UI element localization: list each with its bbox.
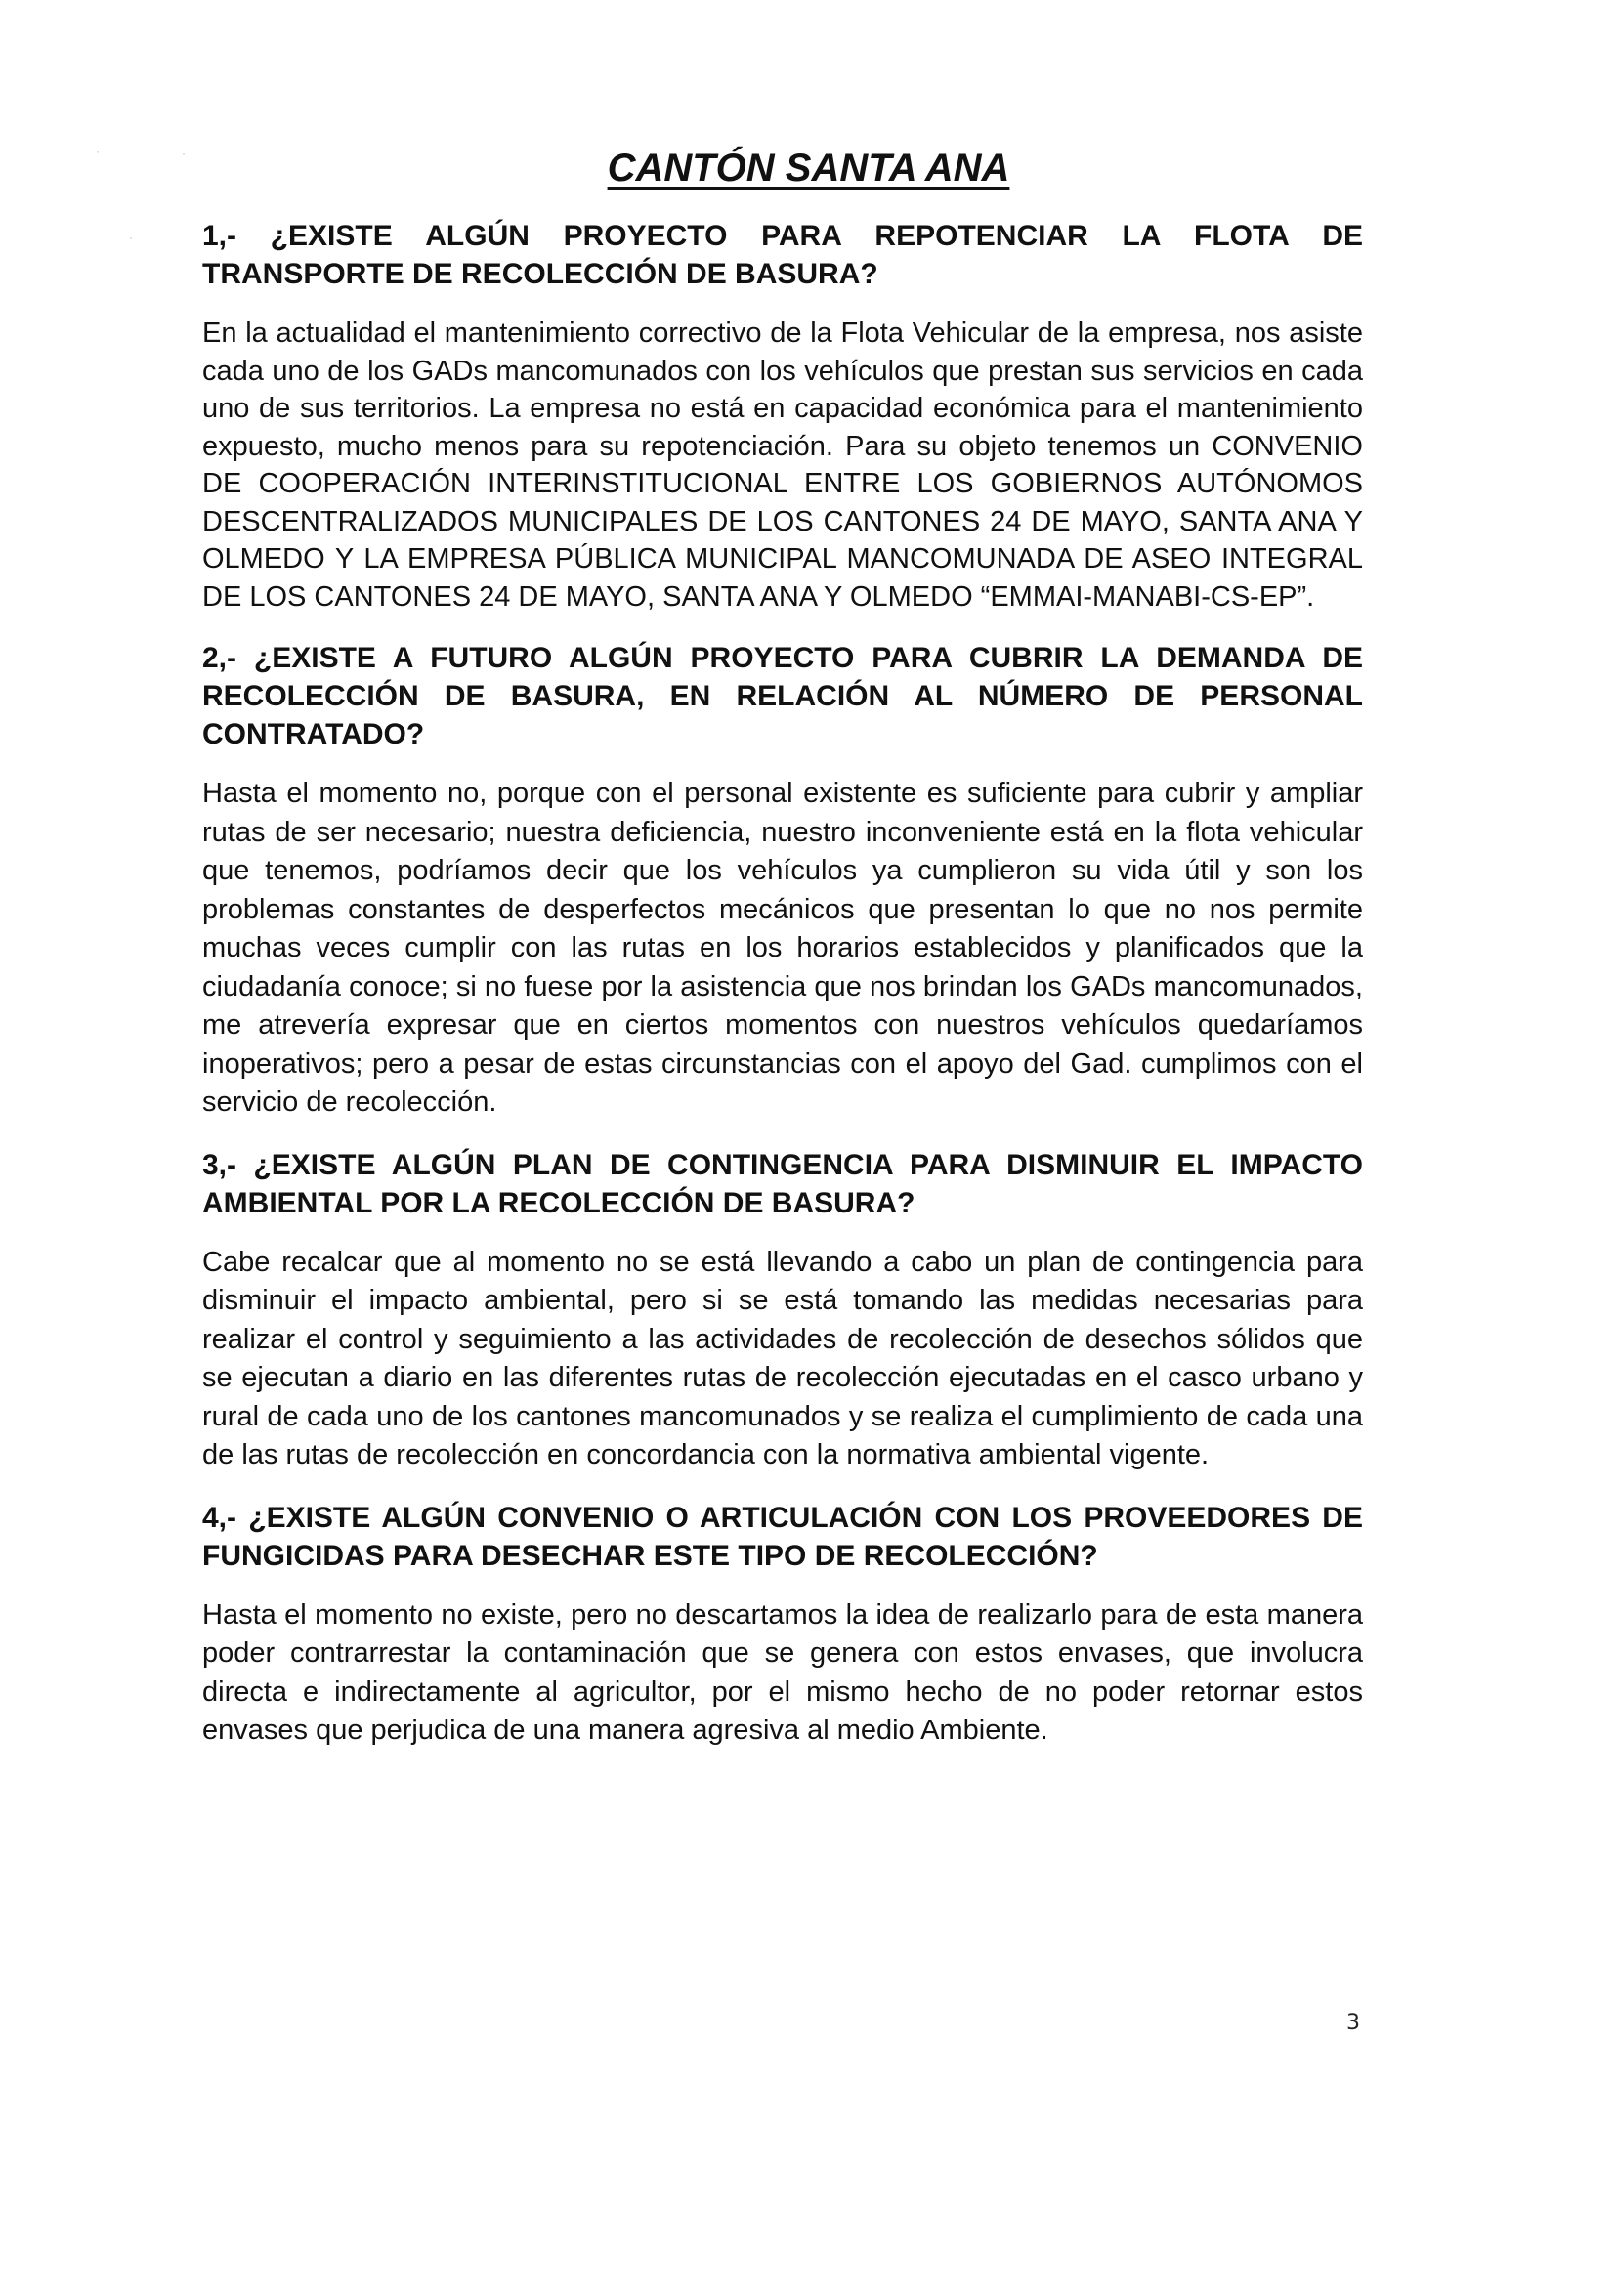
scan-artifact: · bbox=[129, 231, 133, 244]
scan-artifact: · bbox=[182, 147, 186, 160]
answer-2: Hasta el momento no, porque con el personal existente es suficiente para cubrir y ampliar rutas de ser necesario; nuestra deficiencia, nuestro inconveniente está en la flota vehicular que tenemos, podríamos decir que los vehículos ya cumplieron su vida útil y son los problemas constantes de desperfectos mecánicos que presentan lo que no nos permite muchas veces cumplir con las rutas en los horarios establecidos y planificados que la ciudadanía conoce; si no fuese por la asistencia que nos brindan los GADs mancomunados, me atrevería expresar que en ciertos momentos con nuestros vehículos quedaríamos inoperativos; pero a pesar de estas circunstancias con el apoyo del Gad. cumplimos con el servicio de recolección. bbox=[202, 778, 1363, 1118]
question-1: 1,- ¿EXISTE ALGÚN PROYECTO PARA REPOTENCIAR LA FLOTA DE TRANSPORTE DE RECOLECCIÓN DE BASURA? bbox=[202, 220, 1363, 290]
answer-3: Cabe recalcar que al momento no se está llevando a cabo un plan de contingencia para disminuir el impacto ambiental, pero si se está tomando las medidas necesarias para realizar el control y seguimiento a las actividades de recolección de desechos sólidos que se ejecutan a diario en las diferentes rutas de recolección ejecutadas en el casco urbano y rural de cada uno de los cantones mancomunados y se realiza el cumplimiento de cada una de las rutas de recolección en concordancia con la normativa ambiental vigente. bbox=[202, 1246, 1363, 1470]
scan-artifact: · bbox=[96, 145, 100, 158]
page-number: 3 bbox=[1346, 2011, 1360, 2035]
answer-1: En la actualidad el mantenimiento correctivo de la Flota Vehicular de la empresa, nos asiste cada uno de los GADs mancomunados con los vehículos que prestan sus servicios en cada uno de sus territorios. La empresa no está en capacidad económica para el mantenimiento expuesto, mucho menos para su repotenciación. Para su objeto tenemos un CONVENIO DE COOPERACIÓN INTERINSTITUCIONAL ENTRE LOS GOBIERNOS AUTÓNOMOS DESCENTRALIZADOS MUNICIPALES DE LOS CANTONES 24 DE MAYO, SANTA ANA Y OLMEDO Y LA EMPRESA PÚBLICA MUNICIPAL MANCOMUNADA DE ASEO INTEGRAL DE LOS CANTONES 24 DE MAYO, SANTA ANA Y OLMEDO “EMMAI-MANABI-CS-EP”. bbox=[202, 318, 1363, 613]
question-3: 3,- ¿EXISTE ALGÚN PLAN DE CONTINGENCIA PARA DISMINUIR EL IMPACTO AMBIENTAL POR LA RECOLECCIÓN DE BASURA? bbox=[202, 1148, 1363, 1219]
page-title: CANTÓN SANTA ANA bbox=[607, 147, 1010, 190]
question-4: 4,- ¿EXISTE ALGÚN CONVENIO O ARTICULACIÓN CON LOS PROVEEDORES DE FUNGICIDAS PARA DESECHAR ESTE TIPO DE RECOLECCIÓN? bbox=[202, 1501, 1363, 1572]
answer-4: Hasta el momento no existe, pero no descartamos la idea de realizarlo para de esta manera poder contrarrestar la contaminación que se genera con estos envases, que involucra directa e indirectamente al agricultor, por el mismo hecho de no poder retornar estos envases que perjudica de una manera agresiva al medio Ambiente. bbox=[202, 1598, 1363, 1746]
question-2: 2,- ¿EXISTE A FUTURO ALGÚN PROYECTO PARA CUBRIR LA DEMANDA DE RECOLECCIÓN DE BASURA, EN RELACIÓN AL NÚMERO DE PERSONAL CONTRATADO? bbox=[202, 642, 1363, 750]
document-body bbox=[202, 217, 1363, 1774]
